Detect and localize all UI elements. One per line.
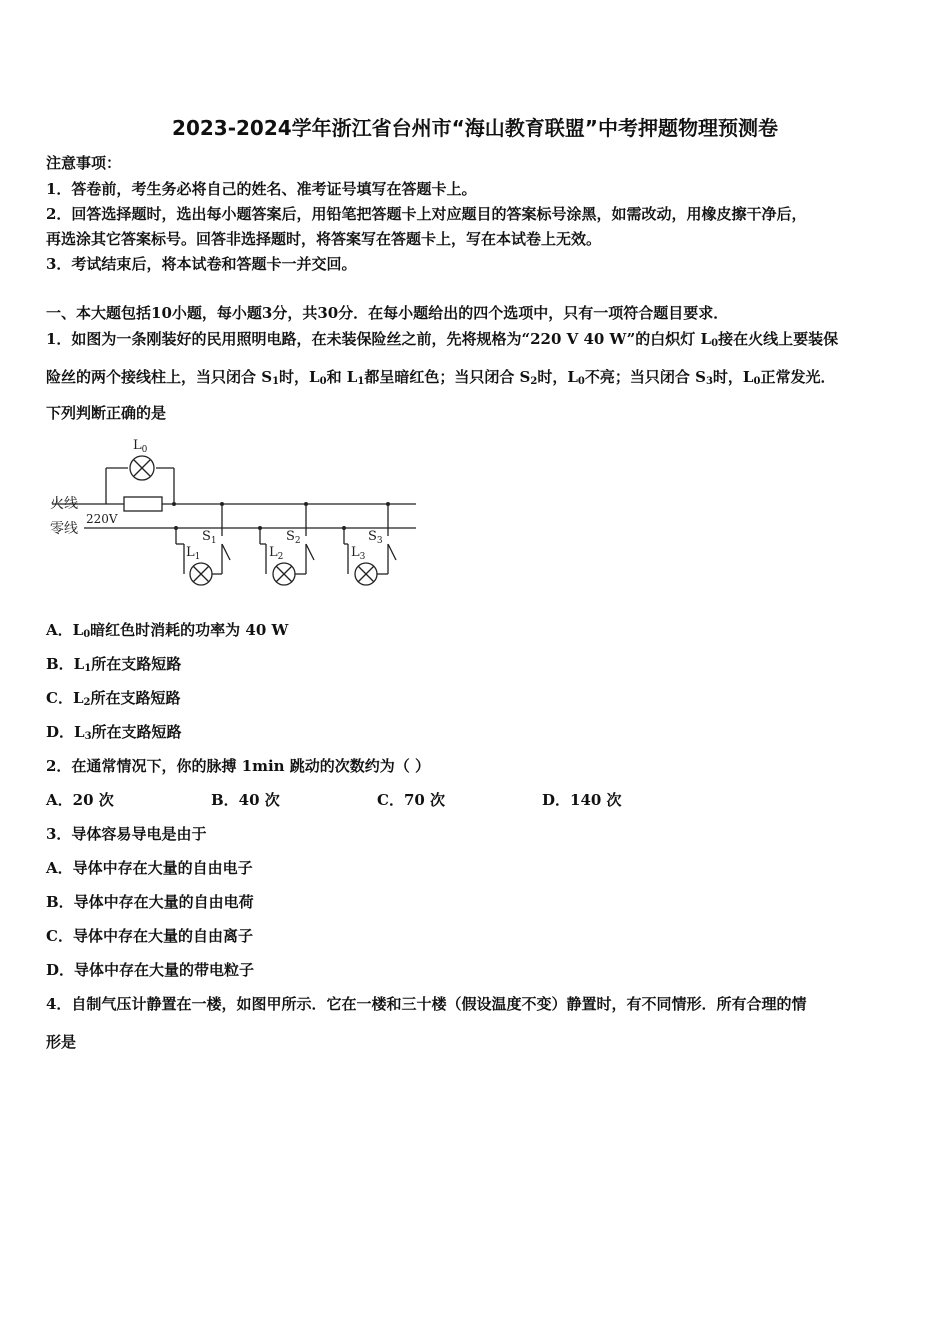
q3-option-d: D．导体中存在大量的带电粒子 [46, 961, 255, 979]
q4-stem-line2: 形是 [46, 1033, 77, 1051]
notice-item: 2．回答选择题时，选出每小题答案后，用铅笔把答题卡上对应题目的答案标号涂黑，如需改动，用橡皮擦干净后， [46, 205, 807, 223]
notice-heading: 注意事项： [46, 154, 122, 172]
q1-stem-line2: 险丝的两个接线柱上，当只闭合 $S_1$时，$L_0$和 $L_1$都呈暗红色；当只闭合 $S_2$时，$L_0$不亮；当只闭合 $S_3$时，$L_0$正常发光． [46, 368, 836, 387]
label-L0: $L_0$ [133, 438, 148, 455]
label-switch: $S_1$ [202, 529, 217, 546]
notice-item: 1．答卷前，考生务必将自己的姓名、准考证号填写在答题卡上。 [46, 180, 477, 198]
section-heading: 一、本大题包括10小题，每小题3分，共30分．在每小题给出的四个选项中，只有一项符合题目要求． [46, 304, 729, 322]
q2-option-d: D．140 次 [542, 791, 622, 809]
q1-option-b: B．$L_1$所在支路短路 [46, 655, 182, 674]
page-title: 2023-2024学年浙江省台州市“海山教育联盟”中考押题物理预测卷 [172, 116, 778, 140]
q1-stem-line3: 下列判断正确的是 [46, 404, 167, 422]
label-lamp: $L_3$ [351, 545, 366, 562]
label-switch: $S_3$ [368, 529, 383, 546]
notice-item: 3．考试结束后，将本试卷和答题卡一并交回。 [46, 255, 357, 273]
q3-option-a: A．导体中存在大量的自由电子 [46, 859, 253, 877]
q3-stem: 3．导体容易导电是由于 [46, 825, 207, 843]
notice-item: 再选涂其它答案标号。回答非选择题时，将答案写在答题卡上，写在本试卷上无效。 [46, 230, 602, 248]
q4-stem-line1: 4．自制气压计静置在一楼，如图甲所示．它在一楼和三十楼（假设温度不变）静置时，有不同情形．所有合理的情 [46, 995, 807, 1013]
q2-option-b: B．40 次 [211, 791, 280, 809]
q3-option-c: C．导体中存在大量的自由离子 [46, 927, 253, 945]
q3-option-b: B．导体中存在大量的自由电荷 [46, 893, 254, 911]
label-fire-line: 火线 [50, 496, 78, 512]
label-lamp: $L_1$ [186, 545, 201, 562]
label-zero-line: 零线 [50, 521, 78, 537]
q1-option-d: D．$L_3$所在支路短路 [46, 723, 182, 742]
label-lamp: $L_2$ [269, 545, 284, 562]
q1-option-c: C．$L_2$所在支路短路 [46, 689, 181, 708]
q2-stem: 2．在通常情况下，你的脉搏 1min 跳动的次数约为（ ） [46, 757, 431, 775]
q1-option-a: A．$L_0$暗红色时消耗的功率为 40 W [46, 621, 289, 640]
label-voltage: 220V [86, 512, 118, 526]
label-switch: $S_2$ [286, 529, 301, 546]
q2-option-a: A．20 次 [46, 791, 114, 809]
circuit-diagram [44, 432, 424, 592]
q1-stem-line1: 1．如图为一条刚装好的民用照明电路，在未装保险丝之前，先将规格为“220 V 40 W”的白炽灯 $L_0$接在火线上要装保 [46, 330, 839, 349]
q2-option-c: C．70 次 [377, 791, 446, 809]
